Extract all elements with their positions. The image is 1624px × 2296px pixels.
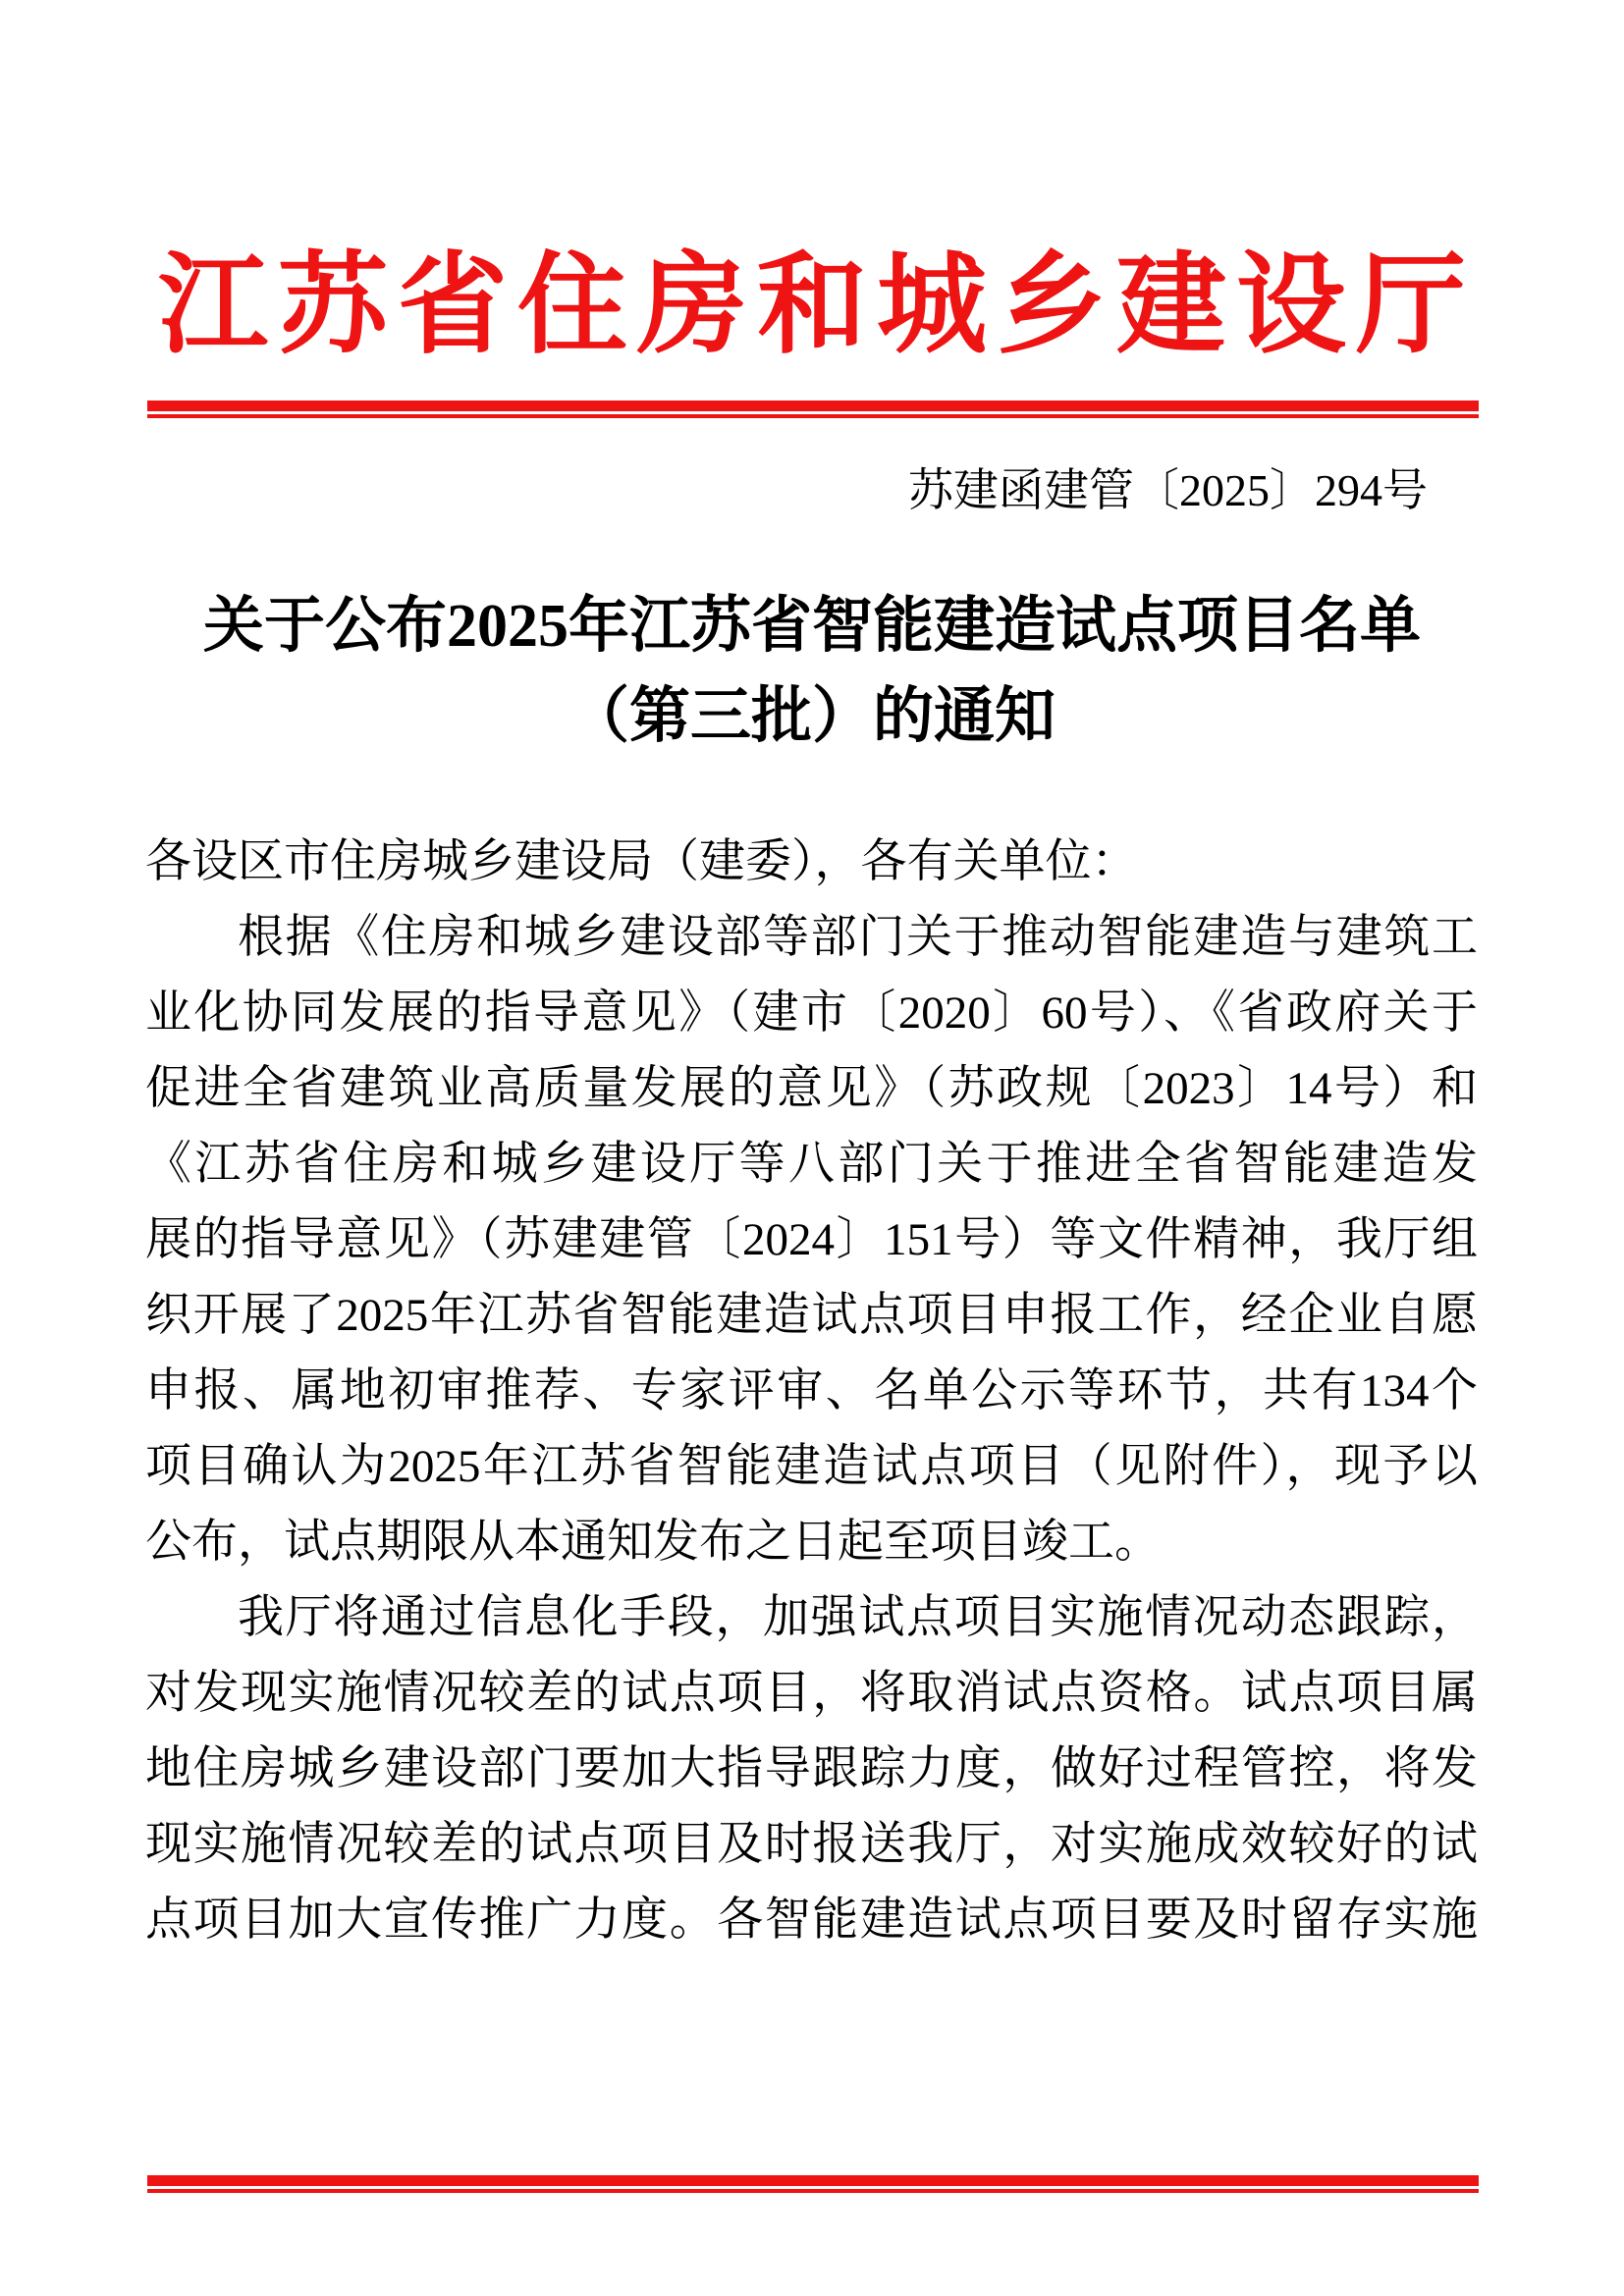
- salutation-line: 各设区市住房城乡建设局（建委），各有关单位：: [145, 836, 1138, 887]
- body-line: 申报、属地初审推荐、专家评审、名单公示等环节，共有134个: [145, 1365, 1478, 1416]
- body-line: 根据《住房和城乡建设部等部门关于推动智能建造与建筑工: [238, 912, 1478, 963]
- document-title-line-2: （第三批）的通知: [568, 683, 1056, 750]
- agency-masthead: 江苏省住房和城乡建设厅: [158, 245, 1476, 367]
- body-line: 点项目加大宣传推广力度。各智能建造试点项目要及时留存实施: [145, 1895, 1478, 1946]
- document-title-line-1: 关于公布2025年江苏省智能建造试点项目名单: [202, 593, 1421, 660]
- footer-divider-rule: [147, 2175, 1479, 2193]
- body-line: 地住房城乡建设部门要加大指导跟踪力度，做好过程管控，将发: [145, 1743, 1478, 1794]
- body-line: 业化协同发展的指导意见》（建市〔2020〕60号）、《省政府关于: [145, 988, 1478, 1039]
- body-line: 现实施情况较差的试点项目及时报送我厅，对实施成效较好的试: [145, 1819, 1478, 1870]
- body-line: 促进全省建筑业高质量发展的意见》（苏政规〔2023〕14号）和: [145, 1063, 1478, 1114]
- body-line: 公布，试点期限从本通知发布之日起至项目竣工。: [145, 1517, 1161, 1568]
- body-line: 展的指导意见》（苏建建管〔2024〕151号）等文件精神，我厅组: [145, 1214, 1478, 1265]
- body-line: 织开展了2025年江苏省智能建造试点项目申报工作，经企业自愿: [145, 1290, 1478, 1341]
- body-line: 我厅将通过信息化手段，加强试点项目实施情况动态跟踪，: [238, 1592, 1478, 1643]
- document-body: [145, 825, 1478, 1958]
- body-line: 对发现实施情况较差的试点项目，将取消试点资格。试点项目属: [145, 1668, 1478, 1719]
- document-number: 苏建函建管〔2025〕294号: [908, 465, 1428, 515]
- body-line: 《江苏省住房和城乡建设厅等八部门关于推进全省智能建造发: [145, 1139, 1478, 1190]
- document-title: [74, 581, 1550, 762]
- body-line: 项目确认为2025年江苏省智能建造试点项目（见附件），现予以: [145, 1441, 1478, 1492]
- masthead-divider-rule: [147, 400, 1479, 418]
